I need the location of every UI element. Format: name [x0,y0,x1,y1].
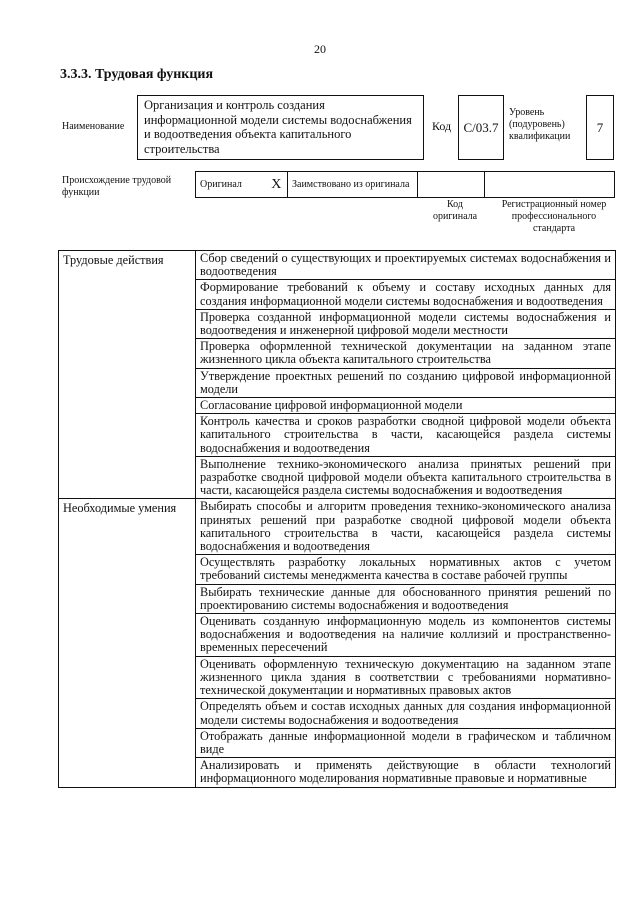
code-original-cell [418,172,485,198]
table-cell: Анализировать и применять действующие в области технологий информационного моделирования нормативные правовые и нормативные [196,758,616,787]
original-mark: X [266,172,288,198]
section-title: 3.3.3. Трудовая функция [60,67,214,82]
table-cell: Оценивать оформленную техническую документацию на заданном этапе жизненного цикла здания в соответствии с требованиями нормативно-технической документации и нормативных правовых актов [196,656,616,699]
table-cell: Утверждение проектных решений по созданию цифровой информационной модели [196,368,616,397]
code-value: С/03.7 [458,95,504,160]
table-cell: Проверка оформленной технической документации на заданном этапе жизненного цикла объекта капитального строительства [196,339,616,368]
name-value: Организация и контроль создания информационной модели системы водоснабжения и водоотведения объекта капитального строительства [137,95,424,160]
table-cell: Определять объем и состав исходных данных для создания информационной модели системы водоснабжения и водоотведения [196,699,616,728]
name-label: Наименование [62,121,125,132]
code-label: Код [432,119,452,133]
table-row [59,499,616,555]
page-number: 20 [314,42,326,56]
borrowed-label: Заимствовано из оригинала [288,172,418,198]
reg-number-cell [485,172,615,198]
table-cell: Формирование требований к объему и составу исходных данных для создания информационной модели системы водоснабжения и водоотведения [196,280,616,309]
table-cell: Отображать данные информационной модели в графическом и табличном виде [196,728,616,757]
reg-number-caption: Регистрационный номер профессионального стандарта [501,199,607,234]
category-cell: Трудовые действия [59,251,196,499]
original-label: Оригинал [196,172,266,198]
table-cell: Контроль качества и сроков разработки сводной цифровой модели объекта капитального строительства в части, касающейся раздела системы водоснабжения и водоотведения [196,414,616,457]
table-cell: Оценивать созданную информационную модель из компонентов системы водоснабжения и водоотведения на наличие коллизий и пространственно-временных пересечений [196,614,616,657]
table-cell: Выполнение технико-экономического анализа принятых решений при разработке сводной цифровой модели объекта капитального строительства в части, касающейся раздела системы водоснабжения и водоотведения [196,456,616,499]
table-cell: Проверка созданной информационной модели системы водоснабжения и водоотведения и инженерной цифровой модели местности [196,309,616,338]
table-cell: Выбирать технические данные для обоснованного принятия решений по проектированию системы водоснабжения и водоотведения [196,584,616,613]
level-label: Уровень (подуровень) квалификации [509,107,571,142]
category-cell: Необходимые умения [59,499,196,787]
table-cell: Осуществлять разработку локальных нормативных актов с учетом требований системы менеджмента качества в составе рабочей группы [196,555,616,584]
table-row [59,251,616,280]
table-cell: Согласование цифровой информационной модели [196,398,616,414]
origin-label: Происхождение трудовой функции [62,175,172,198]
level-value: 7 [586,95,614,160]
table-cell: Выбирать способы и алгоритм проведения технико-экономического анализа принятых решений при разработке сводной цифровой модели объекта капитального строительства в части, касающейся раздела системы водоснабжения и водоотведения [196,499,616,555]
origin-table [195,171,615,198]
code-original-caption: Код оригинала [432,199,478,222]
functions-table [58,250,616,788]
table-cell: Сбор сведений о существующих и проектируемых системах водоснабжения и водоотведения [196,251,616,280]
